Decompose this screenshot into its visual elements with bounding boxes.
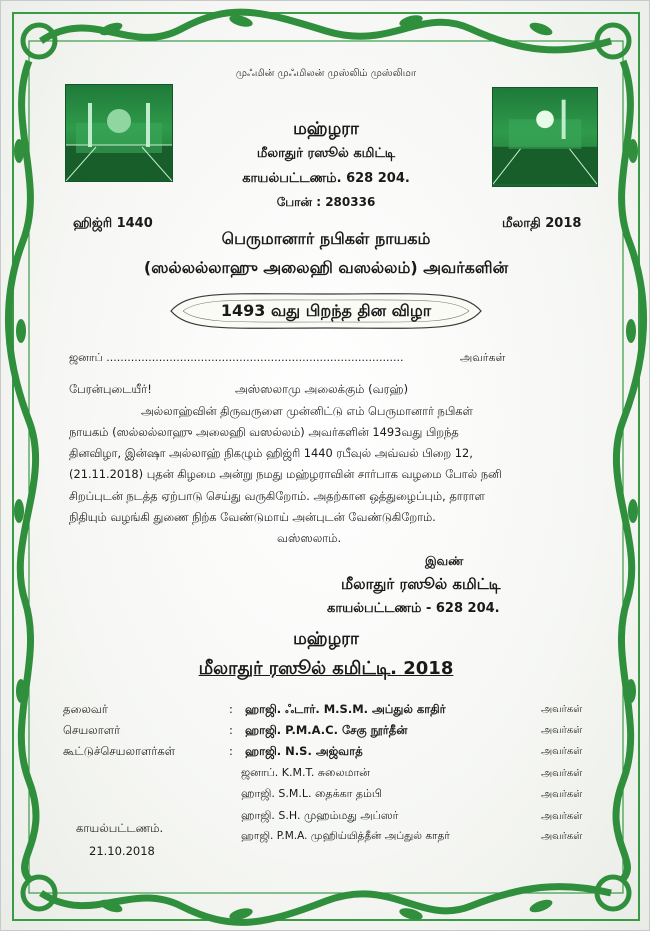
bearer-suffix: அவர்கள் [541, 811, 583, 822]
role-label: செயலாளர் [63, 723, 121, 737]
body-line: சிறப்புடன் நடத்த ஏற்பாடு செய்து வருகிறோம். அதற்கான ஒத்துழைப்பும், தாராள [69, 489, 485, 503]
closing: வஸ்ஸலாம். [277, 531, 342, 545]
colon: : [229, 744, 233, 758]
colon: : [229, 702, 233, 716]
mosque-photo-left [65, 84, 173, 182]
bearer-name: ஹாஜி. S.H. முஹம்மது அப்ஸர் [241, 809, 399, 822]
role-label: தலைவர் [63, 702, 108, 716]
addressee-suffix: அவர்கள் [460, 351, 506, 364]
mosque-photo-right [492, 87, 598, 187]
bearer-name: ஹாஜி. S.M.L. தைக்கா தம்பி [241, 787, 382, 800]
body-line: நிதியும் வழங்கி துணை நிற்க வேண்டுமாய் அன்புடன் வேண்டுகிறோம். [69, 510, 436, 524]
salam: அஸ்ஸலாமு அலைக்கும் (வரஹ்) [235, 382, 409, 396]
bearer-name: ஹாஜி. P.M.A. முஹிய்யித்தீன் அப்துல் காதர் [241, 830, 450, 842]
bearer-suffix: அவர்கள் [541, 746, 583, 757]
body-line: நாயகம் (ஸல்லல்லாஹு அலைஹி வஸல்லம்) அவர்களின் 1493வது பிறந்த [69, 425, 459, 439]
bearer-name: ஹாஜி. N.S. அஜ்வாத் [245, 744, 363, 758]
title-line-1: பெருமானார் நபிகள் நாயகம் [221, 229, 431, 248]
signoff-ivan: இவண் [425, 554, 464, 568]
org-name: மஹ்ழரா [293, 119, 359, 139]
bearer-name: ஹாஜி. ஃடார். M.S.M. அப்துல் காதிர் [245, 702, 446, 716]
banner-text: 1493 வது பிறந்த தின விழா [220, 301, 432, 320]
org-phone: போன் : 280336 [276, 195, 376, 209]
bearer-suffix: அவர்கள் [541, 725, 583, 736]
body-line: தினவிழா, இன்ஷா அல்லாஹ் நிகழும் ஹிஜ்ரி 1440 ரபீவுல் அவ்வல் பிறை 12, [69, 446, 473, 460]
addressee-line: ஜனாப் ..................................................................................... [69, 351, 404, 364]
title-line-2: (ஸல்லல்லாஹு அலைஹி வஸல்லம்) அவர்களின் [143, 258, 509, 277]
bearer-suffix: அவர்கள் [541, 704, 583, 715]
committee-name: மீலாதுர் ரஸூல் கமிட்டி [256, 146, 396, 161]
signoff-committee: மீலாதுர் ரஸூல் கமிட்டி [341, 575, 501, 593]
milady-year: மீலாதி 2018 [502, 216, 582, 231]
top-blessing-line: முஃமின் முஃமிலன் முஸ்லிம் முஸ்லிமா [235, 68, 417, 79]
role-label: கூட்டுச்செயலாளர்கள் [63, 744, 176, 758]
signoff-place: காயல்பட்டணம் - 628 204. [327, 601, 500, 616]
footer-date: 21.10.2018 [89, 844, 155, 858]
footer-org-name: மஹ்ழரா [293, 629, 359, 649]
hijri-year: ஹிஜ்ரி 1440 [73, 216, 153, 231]
footer-place: காயல்பட்டணம். [76, 821, 164, 835]
bearer-name: ஜனாப். K.M.T. சுலைமான் [241, 766, 370, 779]
body-line: (21.11.2018) புதன் கிழமை அன்று நமது மஹ்ழராவின் சார்பாக வழமை போல் நனி [69, 467, 502, 481]
bearer-suffix: அவர்கள் [541, 768, 583, 779]
colon: : [229, 723, 233, 737]
bearer-name: ஹாஜி. P.M.A.C. சேகு நூர்தீன் [245, 723, 408, 737]
footer-committee-year: மீலாதுர் ரஸூல் கமிட்டி. 2018 [198, 658, 454, 679]
bearer-suffix: அவர்கள் [541, 831, 583, 842]
org-address: காயல்பட்டணம். 628 204. [242, 171, 410, 186]
bearer-suffix: அவர்கள் [541, 789, 583, 800]
body-line: அல்லாஹ்வின் திருவருளை முன்னிட்டு எம் பெருமானார் நபிகள் [141, 404, 473, 418]
greeting: பேரன்புடையீர்! [69, 382, 152, 396]
